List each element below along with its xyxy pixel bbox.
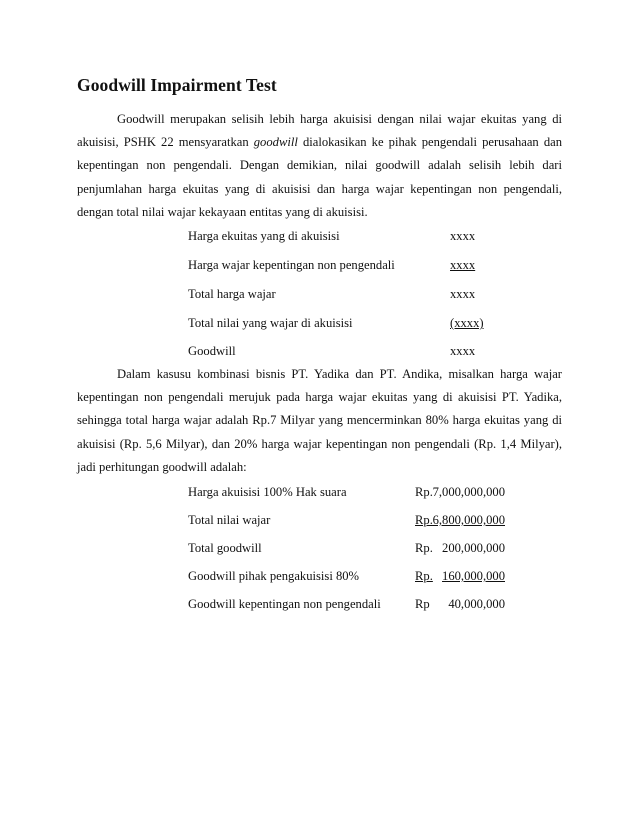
calculation-row-amount: 7,000,000,000: [432, 485, 505, 499]
calculation-row-label: Total goodwill: [188, 541, 262, 555]
para1-text-post: dialokasikan ke pihak pengendali perusahaan dan kepentingan non pengendali. Dengan demikian, nilai goodwill adalah selisih lebih dari penjumlahan harga ekuitas yang di akuisisi dan harga wajar kepentingan non pengendali, dengan total nilai wajar kekayaan entitas yang di akuisisi.: [77, 135, 563, 219]
calculation-row-amount: 40,000,000: [448, 597, 505, 611]
formula-row-value: xxxx: [450, 258, 476, 272]
calculation-row-currency: Rp.: [415, 569, 433, 583]
calculation-row-currency: Rp.: [415, 541, 433, 555]
paragraph-goodwill-definition: [77, 108, 562, 224]
calculation-row-label: Goodwill kepentingan non pengendali: [188, 597, 381, 611]
calculation-row-amount: 6,800,000,000: [432, 513, 505, 527]
formula-row-label: Total nilai yang wajar di akuisisi: [188, 316, 353, 330]
calculation-row-amount: 160,000,000: [442, 569, 505, 583]
formula-row-label: Goodwill: [188, 344, 236, 358]
calculation-row-currency: Rp: [415, 597, 430, 611]
calculation-row-currency: Rp.: [415, 513, 433, 527]
calculation-row-label: Harga akuisisi 100% Hak suara: [188, 485, 347, 499]
formula-row-value: xxxx: [450, 229, 476, 243]
formula-row-label: Harga ekuitas yang di akuisisi: [188, 229, 340, 243]
formula-row-value: (xxxx): [450, 316, 484, 330]
calculation-row-label: Goodwill pihak pengakuisisi 80%: [188, 569, 360, 583]
para1-italic-term: goodwill: [253, 135, 298, 150]
formula-row-label: Harga wajar kepentingan non pengendali: [188, 258, 395, 272]
para1-text-pre: Goodwill merupakan selisih lebih harga akuisisi dengan nilai wajar ekuitas yang di akuisisi, PSHK 22 mensyaratkan: [77, 112, 562, 150]
calculation-row-amount: 200,000,000: [442, 541, 505, 555]
paragraph-business-combination: [77, 363, 562, 479]
page-title: Goodwill Impairment Test: [77, 75, 277, 95]
formula-row-value: xxxx: [450, 287, 476, 301]
calculation-row-currency: Rp.: [415, 485, 433, 499]
para2-text: Dalam kasusu kombinasi bisnis PT. Yadika dan PT. Andika, misalkan harga wajar kepentingan non pengendali merujuk pada harga wajar ekuitas yang di akuisisi PT. Yadika, sehingga total harga wajar adalah Rp.7 Milyar yang mencerminkan 80% harga ekuitas yang di akuisisi (Rp. 5,6 Milyar), dan 20% harga wajar kepentingan non pengendali (Rp. 1,4 Milyar), jadi perhitungan goodwill adalah:: [77, 367, 562, 474]
calculation-row-label: Total nilai wajar: [188, 513, 271, 527]
formula-row-label: Total harga wajar: [188, 287, 276, 301]
formula-row-value: xxxx: [450, 344, 476, 358]
